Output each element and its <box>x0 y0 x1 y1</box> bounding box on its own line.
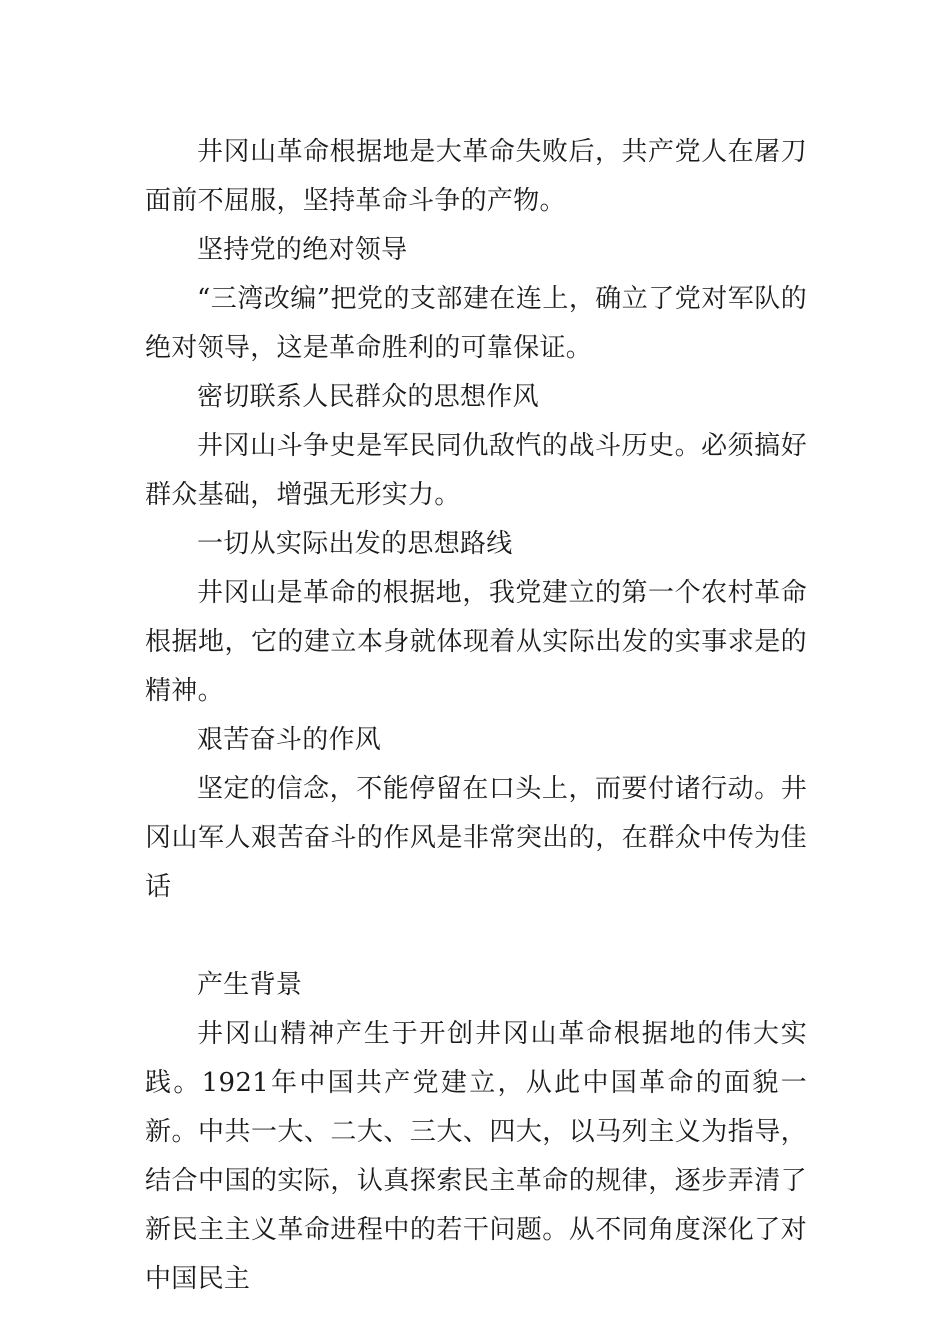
document-body <box>145 128 807 1304</box>
paragraph-practical-line: 井冈山是革命的根据地，我党建立的第一个农村革命根据地，它的建立本身就体现着从实际出发的实事求是的精神。 <box>145 578 807 706</box>
heading-hard-struggle: 艰苦奋斗的作风 <box>197 725 382 755</box>
paragraph-hard-struggle: 坚定的信念，不能停留在口头上，而要付诸行动。井冈山军人艰苦奋斗的作风是非常突出的，在群众中传为佳话 <box>145 774 807 902</box>
heading-background: 产生背景 <box>197 970 303 1000</box>
heading-party-leadership: 坚持党的绝对领导 <box>197 235 408 265</box>
paragraph-sanwan-reorganization: “三湾改编”把党的支部建在连上，确立了党对军队的绝对领导，这是革命胜利的可靠保证。 <box>145 284 807 363</box>
heading-practical-line: 一切从实际出发的思想路线 <box>197 529 513 559</box>
paragraph-background: 井冈山精神产生于开创井冈山革命根据地的伟大实践。1921年中国共产党建立，从此中国革命的面貌一新。中共一大、二大、三大、四大，以马列主义为指导，结合中国的实际，认真探索民主革命的规律，逐步弄清了新民主主义革命进程中的若干问题。从不同角度深化了对中国民主 <box>145 1019 807 1294</box>
paragraph-intro: 井冈山革命根据地是大革命失败后，共产党人在屠刀面前不屈服，坚持革命斗争的产物。 <box>145 137 807 216</box>
paragraph-mass-line: 井冈山斗争史是军民同仇敌忾的战斗历史。必须搞好群众基础，增强无形实力。 <box>145 431 807 510</box>
blank-line <box>145 912 807 961</box>
heading-mass-line: 密切联系人民群众的思想作风 <box>197 382 539 412</box>
